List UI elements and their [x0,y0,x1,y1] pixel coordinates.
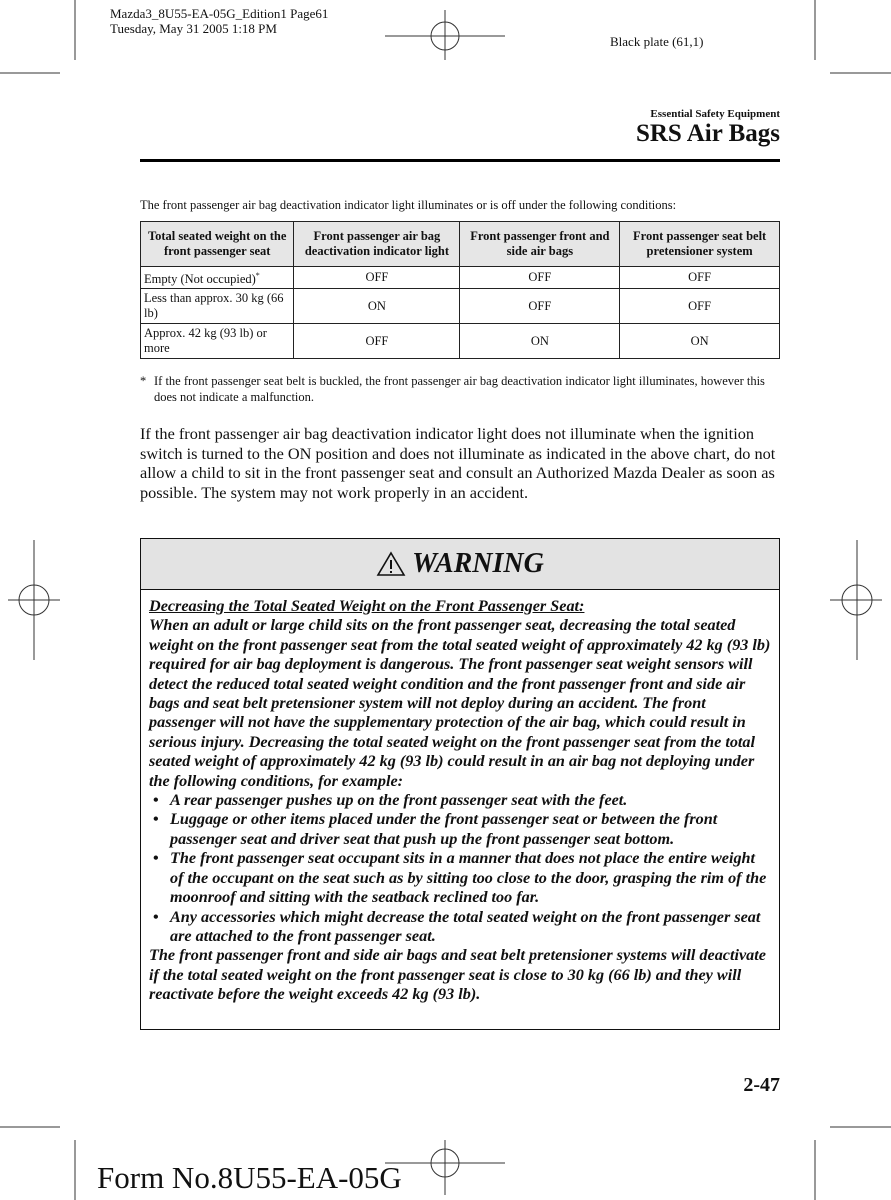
warning-closing: The front passenger front and side air bags and seat belt pretensioner systems will deactivate if the total seated weight on the front passenger seat is close to 30 kg (66 lb) and they will reactivate before the weight exceeds 42 kg (93 lb). [149,946,766,1004]
warning-header [141,539,779,590]
warning-list [149,791,771,946]
plate-label: Black plate (61,1) [610,34,704,49]
airbags-cell: OFF [460,267,620,289]
print-file: Mazda3_8U55-EA-05G_Edition1 Page61 [110,6,329,21]
footnote-mark: * [255,271,260,280]
table-row [141,289,780,324]
form-number: Form No.8U55-EA-05G [97,1160,402,1195]
list-item-text: Any accessories which might decrease the total seated weight on the front passenger seat are attached to the front passenger seat. [170,907,761,945]
weight-text: Empty (Not occupied) [144,272,256,287]
list-item-text: The front passenger seat occupant sits in a manner that does not place the entire weight of the occupant on the seat such as by sitting too close to the door, grasping the rim of the moonroof and sitting with the seatback reclined too far. [170,849,767,907]
warning-heading: Decreasing the Total Seated Weight on the Front Passenger Seat: [149,597,585,615]
page-number: 2-47 [743,1074,780,1096]
table-row [141,267,780,289]
section-label: Essential Safety Equipment [650,108,780,120]
col-header: Front passenger seat belt pretensioner system [620,222,780,267]
footnote-text: If the front passenger seat belt is buckled, the front passenger air bag deactivation indicator light illuminates, however this does not indicate a malfunction. [154,374,765,404]
warning-triangle-icon [376,551,406,577]
col-header: Front passenger air bag deactivation indicator light [294,222,460,267]
indicator-cell: ON [294,289,460,324]
weight-cell: Approx. 42 kg (93 lb) or more [141,324,294,359]
body-paragraph: If the front passenger air bag deactivation indicator light does not illuminate when the ignition switch is turned to the ON position and does not illuminate as indicated in the above chart, do not allow a child to sit in the front passenger seat and consult an Authorized Mazda Dealer as soon as possible. The system may not work properly in an accident. [140,424,776,502]
weight-cell [141,267,294,289]
warning-paragraph: When an adult or large child sits on the front passenger seat, decreasing the total seated weight on the front passenger seat from the total seated weight of approximately 42 kg (93 lb) required for air bag deployment is dangerous. The front passenger seat weight sensors will detect the reduced total seated weight condition and the front passenger front and side air bags and seat belt pretensioner system will not deploy during an accident. The front passenger will not have the supplementary protection of the air bag, which could result in serious injury. Decreasing the total seated weight on the front passenger seat from the total seated weight of approximately 42 kg (93 lb) could result in an air bag not deploying under the following conditions, for example: [149,616,771,790]
pretensioner-cell: OFF [620,267,780,289]
list-item-text: Luggage or other items placed under the front passenger seat or between the front passenger seat and driver seat that push up the front passenger seat bottom. [170,810,718,848]
list-item: • The front passenger seat occupant sits in a manner that does not place the entire weight of the occupant on the seat such as by sitting too close to the door, grasping the rim of the moonroof and sitting with the seatback reclined too far. [153,849,767,907]
indicator-cell: OFF [294,324,460,359]
table-header-row [141,222,780,267]
footnote-mark: * [140,374,147,388]
print-meta [110,6,328,36]
warning-body [141,590,779,1005]
page-title: SRS Air Bags [635,120,780,147]
warning-box [140,538,780,1030]
pretensioner-cell: OFF [620,289,780,324]
warning-title: WARNING [412,548,544,579]
indicator-cell: OFF [294,267,460,289]
list-item: • Luggage or other items placed under the front passenger seat or between the front passenger seat and driver seat that push up the front passenger seat bottom. [153,810,718,848]
list-item-text: A rear passenger pushes up on the front passenger seat with the feet. [170,791,628,810]
col-header: Total seated weight on the front passenger seat [141,222,294,267]
weight-cell: Less than approx. 30 kg (66 lb) [141,289,294,324]
indicator-table [140,221,780,359]
list-item: • A rear passenger pushes up on the front passenger seat with the feet. [153,791,628,810]
footnote [140,373,780,405]
title-rule [140,159,780,162]
print-date: Tuesday, May 31 2005 1:18 PM [110,21,277,36]
airbags-cell: ON [460,324,620,359]
list-item: • Any accessories which might decrease the total seated weight on the front passenger seat are attached to the front passenger seat. [153,907,761,945]
col-header: Front passenger front and side air bags [460,222,620,267]
airbags-cell: OFF [460,289,620,324]
table-row [141,324,780,359]
pretensioner-cell: ON [620,324,780,359]
intro-text: The front passenger air bag deactivation indicator light illuminates or is off under the following conditions: [140,198,677,212]
